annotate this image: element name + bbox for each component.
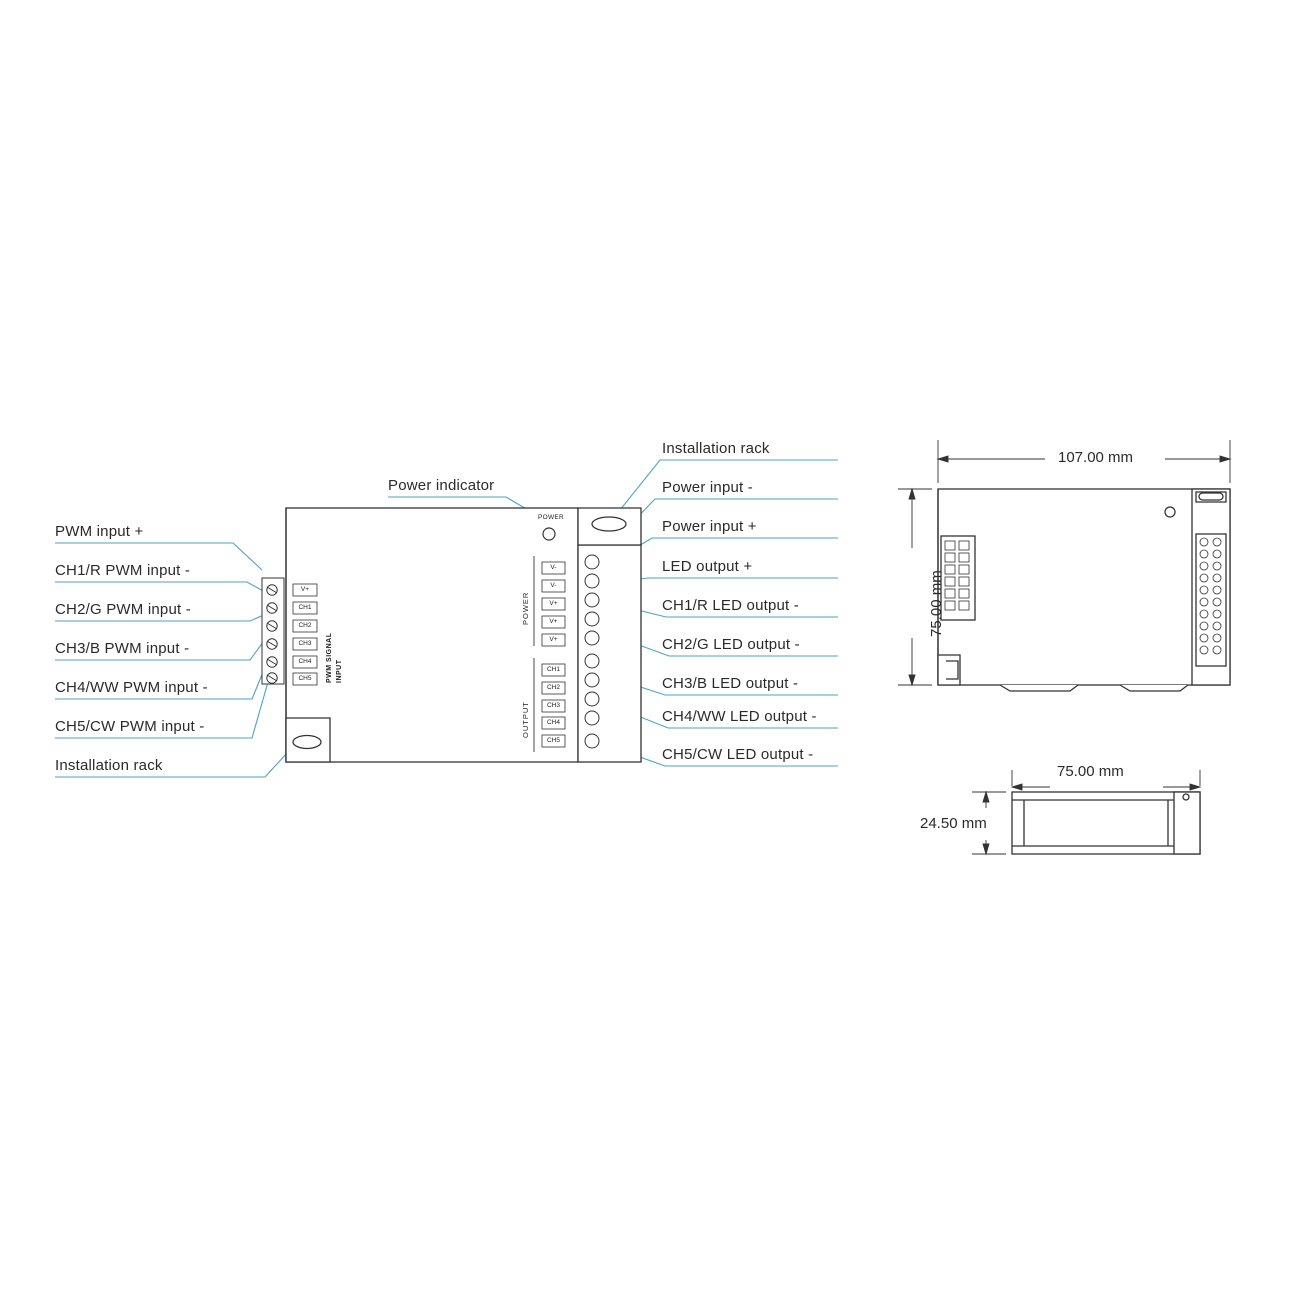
label-installation-rack-left: Installation rack [55, 757, 163, 774]
label-ch4-ww-led-output: CH4/WW LED output - [662, 708, 817, 725]
power-indicator-text: POWER [538, 514, 565, 521]
power-terminal-label-3: V+ [549, 618, 558, 625]
input-terminal-label-3: CH3 [298, 640, 312, 647]
label-ch2-g-led-output: CH2/G LED output - [662, 636, 800, 653]
label-power-input-plus: Power input + [662, 518, 757, 535]
output-terminal-label-1: CH2 [546, 684, 560, 691]
output-section-label: OUTPUT [521, 701, 530, 738]
dimension-height-side: 75.00 mm [928, 570, 945, 637]
output-terminal-label-0: CH1 [546, 666, 560, 673]
label-ch3-b-led-output: CH3/B LED output - [662, 675, 799, 692]
label-ch1-r-pwm-input-minus: CH1/R PWM input - [55, 562, 191, 579]
power-terminal-label-1: V- [550, 582, 557, 589]
dimension-depth-bottom: 24.50 mm [920, 815, 987, 832]
input-block-title-1: INPUT [336, 659, 343, 683]
input-terminal-label-0: V+ [300, 586, 310, 593]
input-terminal-label-2: CH2 [298, 622, 312, 629]
input-terminal-label-5: CH5 [298, 675, 312, 682]
label-power-indicator: Power indicator [388, 477, 495, 494]
label-ch3-b-pwm-input-minus: CH3/B PWM input - [55, 640, 190, 657]
label-ch2-g-pwm-input-minus: CH2/G PWM input - [55, 601, 191, 618]
input-terminal-label-1: CH1 [298, 604, 312, 611]
output-terminal-label-3: CH4 [546, 719, 560, 726]
power-terminal-label-2: V+ [549, 600, 558, 607]
label-led-output-plus: LED output + [662, 558, 753, 575]
input-terminal-label-4: CH4 [298, 658, 312, 665]
dimension-width-top: 107.00 mm [1058, 449, 1134, 466]
power-terminal-label-0: V- [550, 564, 557, 571]
label-ch5-cw-pwm-input-minus: CH5/CW PWM input - [55, 718, 205, 735]
power-section-label: POWER [521, 591, 530, 625]
output-terminal-label-2: CH3 [546, 702, 560, 709]
output-terminal-label-4: CH5 [546, 737, 560, 744]
power-terminal-label-4: V+ [549, 636, 558, 643]
label-pwm-input-plus: PWM input + [55, 523, 144, 540]
dimension-width-bottom: 75.00 mm [1057, 763, 1124, 780]
label-ch1-r-led-output: CH1/R LED output - [662, 597, 799, 614]
input-block-title-2: PWM SIGNAL [326, 632, 333, 683]
label-ch4-ww-pwm-input-minus: CH4/WW PWM input - [55, 679, 208, 696]
label-installation-rack-right: Installation rack [662, 440, 770, 457]
label-ch5-cw-led-output: CH5/CW LED output - [662, 746, 814, 763]
label-power-input-minus: Power input - [662, 479, 753, 496]
bottom-view-drawing [1012, 792, 1200, 854]
power-indicator-led [543, 528, 555, 540]
side-view-drawing [938, 489, 1230, 691]
input-terminal-connector [262, 578, 284, 684]
